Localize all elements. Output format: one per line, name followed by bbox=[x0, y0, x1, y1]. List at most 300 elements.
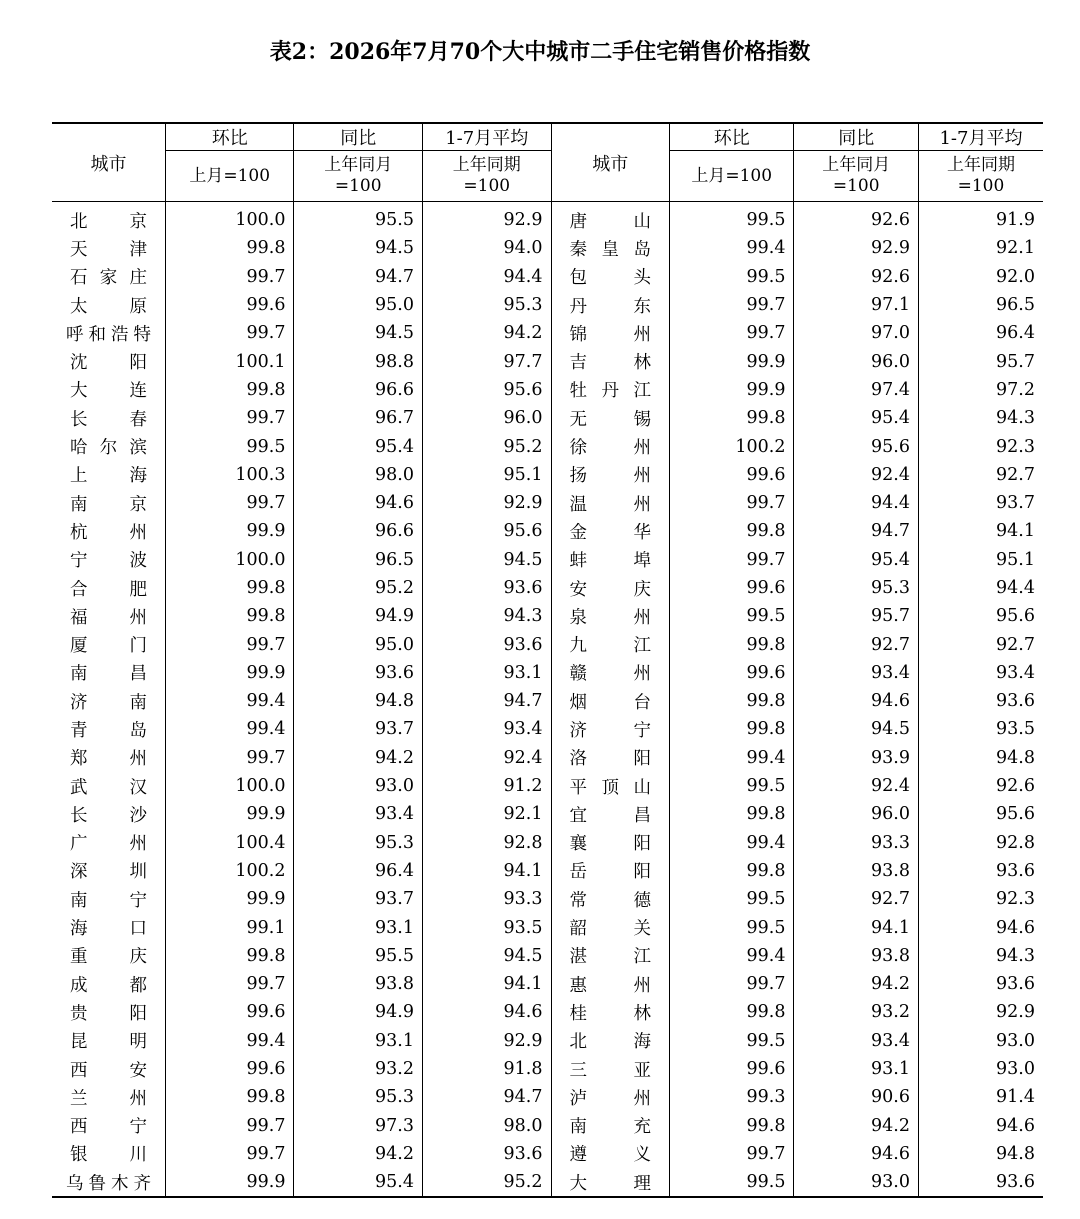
cell-mom-right: 99.6 bbox=[669, 574, 794, 602]
table-row bbox=[52, 885, 1043, 913]
header-mom-base-left: 上月=100 bbox=[165, 151, 294, 202]
cell-avg-right: 93.6 bbox=[918, 687, 1043, 715]
cell-avg-right: 92.3 bbox=[918, 432, 1043, 460]
cell-avg-left: 98.0 bbox=[422, 1112, 551, 1140]
cell-city-left: 天津 bbox=[70, 239, 147, 260]
cell-avg-left: 93.3 bbox=[422, 885, 551, 913]
cell-city-left: 上海 bbox=[70, 466, 147, 487]
table-row bbox=[52, 913, 1043, 941]
cell-avg-left: 94.5 bbox=[422, 942, 551, 970]
cell-mom-right: 99.5 bbox=[669, 913, 794, 941]
cell-avg-right: 94.6 bbox=[918, 1112, 1043, 1140]
cell-city-left: 石家庄 bbox=[70, 268, 147, 289]
cell-city-right: 泉州 bbox=[551, 602, 669, 630]
cell-mom-right: 99.4 bbox=[669, 744, 794, 772]
header-yoy-left: 同比 bbox=[294, 123, 423, 151]
cell-mom-right: 99.5 bbox=[669, 202, 794, 235]
cell-mom-left: 99.8 bbox=[165, 376, 294, 404]
cell-avg-right: 92.8 bbox=[918, 829, 1043, 857]
cell-mom-left: 99.7 bbox=[165, 404, 294, 432]
cell-yoy-left: 94.7 bbox=[294, 263, 423, 291]
cell-yoy-left: 95.0 bbox=[294, 291, 423, 319]
cell-avg-left: 93.6 bbox=[422, 1140, 551, 1168]
cell-avg-right: 94.3 bbox=[918, 404, 1043, 432]
table-row bbox=[52, 829, 1043, 857]
cell-yoy-right: 93.3 bbox=[794, 829, 919, 857]
cell-city-right: 三亚 bbox=[551, 1055, 669, 1083]
cell-city-left: 青岛 bbox=[70, 720, 147, 741]
cell-avg-right: 94.3 bbox=[918, 942, 1043, 970]
table-row bbox=[52, 602, 1043, 630]
cell-avg-left: 97.7 bbox=[422, 347, 551, 375]
cell-avg-right: 93.0 bbox=[918, 1027, 1043, 1055]
cell-avg-left: 95.2 bbox=[422, 1168, 551, 1197]
cell-avg-left: 93.1 bbox=[422, 659, 551, 687]
table-row bbox=[52, 630, 1043, 658]
cell-mom-right: 99.9 bbox=[669, 347, 794, 375]
cell-yoy-right: 93.4 bbox=[794, 659, 919, 687]
cell-yoy-left: 98.8 bbox=[294, 347, 423, 375]
cell-mom-right: 99.5 bbox=[669, 1027, 794, 1055]
cell-mom-left: 99.8 bbox=[165, 602, 294, 630]
cell-city-left: 重庆 bbox=[70, 947, 147, 968]
cell-mom-right: 99.7 bbox=[669, 291, 794, 319]
cell-mom-right: 99.5 bbox=[669, 772, 794, 800]
cell-yoy-left: 97.3 bbox=[294, 1112, 423, 1140]
price-index-table bbox=[52, 122, 1043, 1198]
cell-city-left: 太原 bbox=[70, 296, 147, 317]
cell-avg-right: 93.6 bbox=[918, 857, 1043, 885]
cell-avg-right: 94.4 bbox=[918, 574, 1043, 602]
cell-mom-right: 99.8 bbox=[669, 630, 794, 658]
cell-mom-right: 99.8 bbox=[669, 1112, 794, 1140]
cell-city-right: 唐山 bbox=[551, 202, 669, 235]
cell-yoy-left: 95.3 bbox=[294, 829, 423, 857]
cell-city-right: 桂林 bbox=[551, 998, 669, 1026]
cell-city-right: 湛江 bbox=[551, 942, 669, 970]
table-row bbox=[52, 1083, 1043, 1111]
cell-city-left: 呼和浩特 bbox=[66, 324, 151, 345]
cell-avg-left: 92.9 bbox=[422, 202, 551, 235]
cell-avg-right: 93.0 bbox=[918, 1055, 1043, 1083]
cell-avg-left: 94.4 bbox=[422, 263, 551, 291]
header-yoy-base-line2: =100 bbox=[832, 176, 880, 196]
cell-city-left: 银川 bbox=[70, 1145, 147, 1166]
cell-city-left: 杭州 bbox=[70, 522, 147, 543]
table-row bbox=[52, 202, 1043, 235]
header-avg-base-line2: =100 bbox=[463, 176, 511, 196]
header-mom-left: 环比 bbox=[165, 123, 294, 151]
cell-avg-left: 93.5 bbox=[422, 913, 551, 941]
cell-mom-left: 99.8 bbox=[165, 574, 294, 602]
cell-yoy-right: 94.7 bbox=[794, 517, 919, 545]
cell-city-right: 锦州 bbox=[551, 319, 669, 347]
cell-yoy-right: 93.2 bbox=[794, 998, 919, 1026]
cell-mom-left: 99.4 bbox=[165, 1027, 294, 1055]
cell-yoy-right: 94.5 bbox=[794, 715, 919, 743]
cell-city-left: 兰州 bbox=[70, 1088, 147, 1109]
cell-yoy-right: 97.1 bbox=[794, 291, 919, 319]
header-yoy-base-line2: =100 bbox=[334, 176, 382, 196]
page-title: 表2：2026年7月70个大中城市二手住宅销售价格指数 bbox=[269, 39, 811, 65]
cell-mom-left: 99.7 bbox=[165, 489, 294, 517]
cell-mom-right: 99.8 bbox=[669, 517, 794, 545]
cell-mom-left: 99.7 bbox=[165, 1112, 294, 1140]
cell-yoy-right: 94.1 bbox=[794, 913, 919, 941]
cell-mom-right: 99.8 bbox=[669, 800, 794, 828]
cell-mom-left: 100.1 bbox=[165, 347, 294, 375]
cell-city-right: 牡丹江 bbox=[551, 376, 669, 404]
table-row bbox=[52, 659, 1043, 687]
cell-yoy-right: 93.4 bbox=[794, 1027, 919, 1055]
cell-yoy-left: 95.5 bbox=[294, 942, 423, 970]
cell-avg-left: 95.2 bbox=[422, 432, 551, 460]
cell-yoy-right: 95.7 bbox=[794, 602, 919, 630]
header-yoy-base-left bbox=[294, 151, 423, 202]
table-row bbox=[52, 1055, 1043, 1083]
cell-avg-right: 94.8 bbox=[918, 1140, 1043, 1168]
table-row bbox=[52, 376, 1043, 404]
table-header bbox=[52, 123, 1043, 202]
cell-yoy-left: 94.9 bbox=[294, 602, 423, 630]
table-row bbox=[52, 574, 1043, 602]
cell-yoy-left: 95.3 bbox=[294, 1083, 423, 1111]
cell-yoy-left: 94.5 bbox=[294, 319, 423, 347]
cell-mom-left: 99.8 bbox=[165, 942, 294, 970]
cell-mom-left: 99.4 bbox=[165, 715, 294, 743]
cell-city-right: 无锡 bbox=[551, 404, 669, 432]
cell-city-left: 海口 bbox=[70, 919, 147, 940]
cell-city-left: 沈阳 bbox=[70, 353, 147, 374]
cell-city-right: 襄阳 bbox=[551, 829, 669, 857]
cell-mom-right: 99.6 bbox=[669, 659, 794, 687]
cell-mom-right: 99.7 bbox=[669, 546, 794, 574]
cell-yoy-left: 94.9 bbox=[294, 998, 423, 1026]
table-body bbox=[52, 202, 1043, 1198]
cell-avg-right: 95.6 bbox=[918, 800, 1043, 828]
cell-city-left: 郑州 bbox=[70, 749, 147, 770]
cell-city-left: 合肥 bbox=[70, 579, 147, 600]
cell-yoy-left: 95.2 bbox=[294, 574, 423, 602]
cell-city-left: 成都 bbox=[70, 975, 147, 996]
cell-yoy-right: 97.0 bbox=[794, 319, 919, 347]
cell-mom-left: 99.6 bbox=[165, 291, 294, 319]
cell-yoy-left: 96.6 bbox=[294, 376, 423, 404]
cell-city-right: 温州 bbox=[551, 489, 669, 517]
cell-avg-left: 94.0 bbox=[422, 234, 551, 262]
cell-yoy-left: 94.2 bbox=[294, 1140, 423, 1168]
cell-mom-right: 99.4 bbox=[669, 829, 794, 857]
cell-yoy-left: 94.6 bbox=[294, 489, 423, 517]
cell-avg-right: 95.6 bbox=[918, 602, 1043, 630]
cell-city-left: 西安 bbox=[70, 1060, 147, 1081]
cell-city-right: 泸州 bbox=[551, 1083, 669, 1111]
cell-city-left: 武汉 bbox=[70, 777, 147, 798]
cell-yoy-right: 92.6 bbox=[794, 202, 919, 235]
cell-avg-right: 91.9 bbox=[918, 202, 1043, 235]
cell-avg-left: 94.5 bbox=[422, 546, 551, 574]
cell-avg-left: 94.2 bbox=[422, 319, 551, 347]
cell-avg-right: 95.1 bbox=[918, 546, 1043, 574]
cell-city-left: 南宁 bbox=[70, 890, 147, 911]
cell-mom-left: 99.9 bbox=[165, 517, 294, 545]
cell-yoy-left: 94.5 bbox=[294, 234, 423, 262]
cell-yoy-right: 96.0 bbox=[794, 800, 919, 828]
cell-city-right: 惠州 bbox=[551, 970, 669, 998]
table-row bbox=[52, 546, 1043, 574]
cell-mom-right: 100.2 bbox=[669, 432, 794, 460]
header-avg-left: 1-7月平均 bbox=[422, 123, 551, 151]
table-row bbox=[52, 517, 1043, 545]
cell-yoy-right: 94.6 bbox=[794, 687, 919, 715]
cell-yoy-left: 94.2 bbox=[294, 744, 423, 772]
header-avg-base-left bbox=[422, 151, 551, 202]
cell-avg-right: 91.4 bbox=[918, 1083, 1043, 1111]
cell-avg-left: 92.9 bbox=[422, 1027, 551, 1055]
cell-mom-right: 99.9 bbox=[669, 376, 794, 404]
cell-yoy-left: 98.0 bbox=[294, 461, 423, 489]
cell-yoy-right: 93.8 bbox=[794, 942, 919, 970]
cell-city-left: 哈尔滨 bbox=[70, 438, 147, 459]
cell-avg-right: 92.7 bbox=[918, 630, 1043, 658]
table-row bbox=[52, 432, 1043, 460]
table-row bbox=[52, 715, 1043, 743]
cell-avg-left: 94.3 bbox=[422, 602, 551, 630]
cell-mom-left: 100.3 bbox=[165, 461, 294, 489]
cell-avg-left: 92.4 bbox=[422, 744, 551, 772]
cell-avg-left: 93.4 bbox=[422, 715, 551, 743]
cell-yoy-left: 93.1 bbox=[294, 1027, 423, 1055]
cell-city-right: 九江 bbox=[551, 630, 669, 658]
cell-yoy-right: 95.3 bbox=[794, 574, 919, 602]
cell-yoy-right: 92.4 bbox=[794, 461, 919, 489]
cell-yoy-left: 93.7 bbox=[294, 715, 423, 743]
cell-avg-right: 96.5 bbox=[918, 291, 1043, 319]
header-yoy-right: 同比 bbox=[794, 123, 919, 151]
cell-avg-right: 94.1 bbox=[918, 517, 1043, 545]
cell-mom-right: 99.8 bbox=[669, 404, 794, 432]
cell-avg-right: 93.5 bbox=[918, 715, 1043, 743]
cell-yoy-left: 93.2 bbox=[294, 1055, 423, 1083]
cell-avg-right: 95.7 bbox=[918, 347, 1043, 375]
cell-city-right: 安庆 bbox=[551, 574, 669, 602]
header-avg-base-line1: 上年同期 bbox=[946, 155, 1015, 175]
cell-yoy-left: 96.4 bbox=[294, 857, 423, 885]
cell-city-left: 大连 bbox=[70, 381, 147, 402]
cell-yoy-left: 95.5 bbox=[294, 202, 423, 235]
cell-avg-left: 95.6 bbox=[422, 376, 551, 404]
cell-mom-left: 100.0 bbox=[165, 772, 294, 800]
cell-city-right: 徐州 bbox=[551, 432, 669, 460]
cell-avg-right: 93.6 bbox=[918, 970, 1043, 998]
cell-mom-left: 99.9 bbox=[165, 1168, 294, 1197]
header-yoy-base-line1: 上年同月 bbox=[324, 155, 393, 175]
cell-mom-right: 99.6 bbox=[669, 461, 794, 489]
cell-yoy-left: 96.6 bbox=[294, 517, 423, 545]
cell-yoy-left: 96.5 bbox=[294, 546, 423, 574]
cell-city-right: 大理 bbox=[551, 1168, 669, 1197]
cell-avg-left: 91.8 bbox=[422, 1055, 551, 1083]
cell-city-left: 长春 bbox=[70, 409, 147, 430]
header-yoy-base-line1: 上年同月 bbox=[822, 155, 891, 175]
cell-yoy-right: 92.6 bbox=[794, 263, 919, 291]
cell-avg-left: 93.6 bbox=[422, 630, 551, 658]
cell-mom-left: 99.8 bbox=[165, 1083, 294, 1111]
cell-city-right: 包头 bbox=[551, 263, 669, 291]
cell-avg-left: 94.7 bbox=[422, 1083, 551, 1111]
cell-yoy-right: 93.9 bbox=[794, 744, 919, 772]
cell-avg-left: 93.6 bbox=[422, 574, 551, 602]
cell-mom-left: 99.1 bbox=[165, 913, 294, 941]
cell-yoy-left: 93.7 bbox=[294, 885, 423, 913]
header-mom-right: 环比 bbox=[669, 123, 794, 151]
cell-mom-right: 99.5 bbox=[669, 885, 794, 913]
cell-yoy-left: 93.0 bbox=[294, 772, 423, 800]
cell-mom-left: 99.9 bbox=[165, 800, 294, 828]
header-avg-base-right bbox=[918, 151, 1043, 202]
cell-mom-left: 99.7 bbox=[165, 1140, 294, 1168]
table-row bbox=[52, 1168, 1043, 1197]
cell-yoy-left: 93.8 bbox=[294, 970, 423, 998]
cell-mom-right: 99.4 bbox=[669, 234, 794, 262]
cell-yoy-left: 96.7 bbox=[294, 404, 423, 432]
cell-mom-right: 99.7 bbox=[669, 1140, 794, 1168]
cell-city-right: 蚌埠 bbox=[551, 546, 669, 574]
cell-avg-right: 92.1 bbox=[918, 234, 1043, 262]
cell-mom-left: 99.7 bbox=[165, 319, 294, 347]
cell-mom-right: 99.8 bbox=[669, 857, 794, 885]
cell-yoy-right: 95.4 bbox=[794, 404, 919, 432]
cell-city-left: 南昌 bbox=[70, 664, 147, 685]
table-row bbox=[52, 998, 1043, 1026]
cell-yoy-left: 95.4 bbox=[294, 432, 423, 460]
cell-mom-left: 99.7 bbox=[165, 744, 294, 772]
cell-yoy-right: 94.4 bbox=[794, 489, 919, 517]
table-row bbox=[52, 942, 1043, 970]
cell-mom-right: 99.7 bbox=[669, 489, 794, 517]
cell-city-right: 济宁 bbox=[551, 715, 669, 743]
table-row bbox=[52, 1140, 1043, 1168]
cell-yoy-right: 92.9 bbox=[794, 234, 919, 262]
cell-yoy-right: 90.6 bbox=[794, 1083, 919, 1111]
table-row bbox=[52, 1027, 1043, 1055]
cell-city-left: 深圳 bbox=[70, 862, 147, 883]
cell-city-left: 长沙 bbox=[70, 805, 147, 826]
table-row bbox=[52, 772, 1043, 800]
cell-city-right: 平顶山 bbox=[551, 772, 669, 800]
cell-avg-right: 94.6 bbox=[918, 913, 1043, 941]
cell-avg-left: 94.1 bbox=[422, 857, 551, 885]
table-row bbox=[52, 461, 1043, 489]
cell-yoy-right: 93.8 bbox=[794, 857, 919, 885]
cell-mom-right: 99.7 bbox=[669, 319, 794, 347]
cell-avg-left: 92.1 bbox=[422, 800, 551, 828]
header-yoy-base-right bbox=[794, 151, 919, 202]
table-row bbox=[52, 857, 1043, 885]
cell-city-right: 金华 bbox=[551, 517, 669, 545]
cell-city-left: 乌鲁木齐 bbox=[52, 1168, 165, 1197]
cell-mom-right: 99.3 bbox=[669, 1083, 794, 1111]
header-avg-base-line1: 上年同期 bbox=[452, 155, 521, 175]
table-row bbox=[52, 347, 1043, 375]
table-row bbox=[52, 404, 1043, 432]
cell-avg-right: 92.0 bbox=[918, 263, 1043, 291]
cell-mom-right: 99.8 bbox=[669, 687, 794, 715]
cell-yoy-right: 95.6 bbox=[794, 432, 919, 460]
cell-yoy-right: 96.0 bbox=[794, 347, 919, 375]
cell-yoy-right: 94.2 bbox=[794, 1112, 919, 1140]
cell-avg-left: 96.0 bbox=[422, 404, 551, 432]
cell-city-left: 昆明 bbox=[70, 1032, 147, 1053]
header-city-right: 城市 bbox=[551, 123, 669, 202]
cell-avg-left: 95.6 bbox=[422, 517, 551, 545]
cell-mom-left: 100.0 bbox=[165, 546, 294, 574]
cell-city-left: 济南 bbox=[70, 692, 147, 713]
cell-mom-right: 99.5 bbox=[669, 1168, 794, 1197]
cell-city-left: 福州 bbox=[70, 607, 147, 628]
table-row bbox=[52, 291, 1043, 319]
table-row bbox=[52, 263, 1043, 291]
table-row bbox=[52, 800, 1043, 828]
cell-yoy-right: 93.1 bbox=[794, 1055, 919, 1083]
cell-avg-left: 95.3 bbox=[422, 291, 551, 319]
cell-yoy-right: 94.6 bbox=[794, 1140, 919, 1168]
cell-city-right: 扬州 bbox=[551, 461, 669, 489]
cell-city-right: 洛阳 bbox=[551, 744, 669, 772]
cell-yoy-left: 93.6 bbox=[294, 659, 423, 687]
cell-avg-left: 95.1 bbox=[422, 461, 551, 489]
cell-city-left: 厦门 bbox=[70, 636, 147, 657]
cell-mom-left: 99.8 bbox=[165, 234, 294, 262]
header-avg-base-line2: =100 bbox=[957, 176, 1005, 196]
cell-city-left: 南京 bbox=[70, 494, 147, 515]
cell-mom-left: 99.7 bbox=[165, 263, 294, 291]
cell-avg-left: 91.2 bbox=[422, 772, 551, 800]
cell-city-left: 西宁 bbox=[70, 1117, 147, 1138]
cell-avg-left: 92.9 bbox=[422, 489, 551, 517]
cell-mom-left: 99.9 bbox=[165, 885, 294, 913]
cell-avg-right: 92.6 bbox=[918, 772, 1043, 800]
cell-mom-right: 99.4 bbox=[669, 942, 794, 970]
table-row bbox=[52, 1112, 1043, 1140]
cell-avg-right: 92.3 bbox=[918, 885, 1043, 913]
cell-yoy-right: 92.7 bbox=[794, 630, 919, 658]
cell-city-right: 常德 bbox=[551, 885, 669, 913]
header-city-left: 城市 bbox=[52, 123, 165, 202]
cell-yoy-left: 93.1 bbox=[294, 913, 423, 941]
cell-mom-left: 99.9 bbox=[165, 659, 294, 687]
cell-avg-right: 92.7 bbox=[918, 461, 1043, 489]
cell-avg-left: 94.1 bbox=[422, 970, 551, 998]
header-mom-base-right: 上月=100 bbox=[669, 151, 794, 202]
cell-avg-right: 96.4 bbox=[918, 319, 1043, 347]
cell-city-right: 岳阳 bbox=[551, 857, 669, 885]
cell-city-right: 丹东 bbox=[551, 291, 669, 319]
cell-avg-right: 92.9 bbox=[918, 998, 1043, 1026]
cell-city-right: 北海 bbox=[551, 1027, 669, 1055]
table-row bbox=[52, 744, 1043, 772]
cell-mom-left: 99.4 bbox=[165, 687, 294, 715]
cell-city-right: 烟台 bbox=[551, 687, 669, 715]
cell-mom-right: 99.5 bbox=[669, 263, 794, 291]
cell-yoy-left: 95.4 bbox=[294, 1168, 423, 1197]
table-row bbox=[52, 319, 1043, 347]
cell-mom-left: 99.6 bbox=[165, 1055, 294, 1083]
cell-city-right: 吉林 bbox=[551, 347, 669, 375]
cell-avg-right: 97.2 bbox=[918, 376, 1043, 404]
cell-yoy-right: 97.4 bbox=[794, 376, 919, 404]
cell-avg-left: 94.6 bbox=[422, 998, 551, 1026]
